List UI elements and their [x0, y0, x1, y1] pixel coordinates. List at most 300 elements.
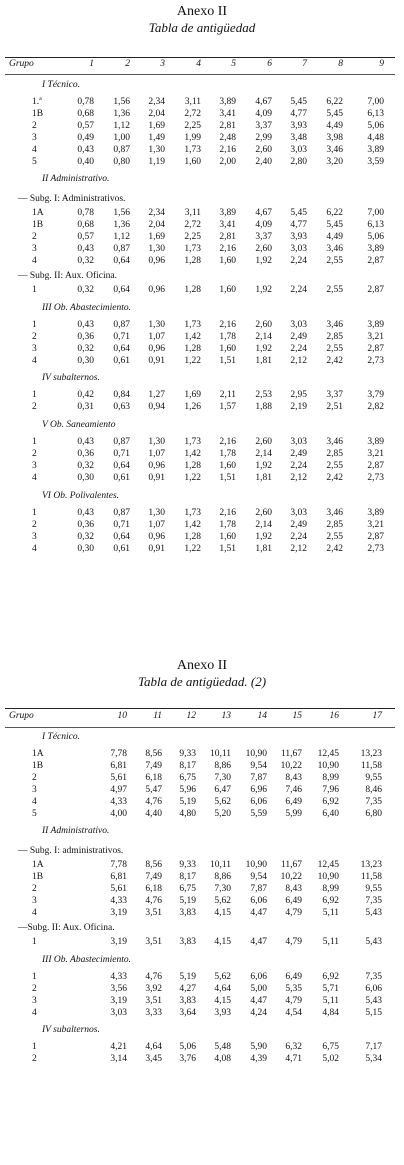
row-value: 5,59	[250, 808, 267, 819]
row-value: 0,32	[77, 343, 94, 354]
row-value: 6,06	[250, 796, 267, 807]
row-value: 7,49	[145, 872, 162, 883]
row-value: 12,45	[317, 860, 339, 871]
row-value: 2,55	[326, 531, 343, 542]
row-value: 1,28	[184, 256, 201, 266]
annex-2	[0, 658, 404, 690]
row-value: 0,63	[113, 402, 130, 413]
row-value: 5,61	[110, 884, 127, 895]
row-value: 11,67	[280, 860, 302, 871]
row-group: 1	[32, 284, 37, 295]
row-value: 8,43	[285, 884, 302, 895]
row-value: 1,60	[219, 531, 236, 542]
row-value: 6,13	[367, 108, 384, 119]
row-value: 4,49	[326, 120, 343, 131]
row-value: 2,80	[290, 156, 307, 167]
section-heading: V Ob. Saneamiento	[42, 420, 116, 431]
row-value: 6,40	[322, 808, 339, 819]
row-group: 3	[32, 531, 37, 542]
row-value: 1,56	[113, 97, 130, 107]
subgroup-heading: — Subg. II: Aux. Oficina.	[18, 270, 117, 281]
row-value: 0,91	[148, 355, 165, 366]
row-value: 5,02	[322, 1054, 339, 1065]
row-value: 0,87	[113, 319, 130, 330]
row-value: 0,71	[113, 519, 130, 530]
annex-1-header-rule	[5, 74, 395, 75]
row-value: 1,51	[219, 472, 236, 483]
row-value: 2,16	[219, 437, 236, 448]
row-value: 2,24	[290, 256, 307, 266]
row-value: 2,48	[219, 132, 236, 143]
row-value: 2,87	[367, 343, 384, 354]
row-value: 4,08	[214, 1054, 231, 1065]
row-value: 6,18	[145, 884, 162, 895]
header-grupo: Grupo	[9, 59, 34, 69]
row-value: 5,45	[290, 97, 307, 107]
row-value: 3,14	[110, 1054, 127, 1065]
row-value: 4,15	[214, 936, 231, 947]
row-group: 4	[32, 256, 37, 266]
row-group: 1	[32, 507, 37, 518]
table-row	[0, 285, 404, 296]
row-value: 2,87	[367, 256, 384, 266]
row-group: 2	[32, 1054, 37, 1065]
row-value: 8,99	[322, 884, 339, 895]
row-value: 2,73	[367, 472, 384, 483]
row-value: 4,47	[250, 995, 267, 1006]
row-value: 5,96	[179, 784, 196, 795]
row-value: 3,89	[367, 437, 384, 448]
row-value: 0,57	[77, 232, 94, 243]
row-value: 0,96	[148, 256, 165, 266]
row-value: 1,57	[219, 402, 236, 413]
row-value: 9,55	[365, 884, 382, 895]
row-value: 0,43	[77, 507, 94, 518]
row-value: 12,45	[317, 749, 339, 759]
row-value: 6,22	[326, 208, 343, 219]
row-value: 3,83	[179, 908, 196, 918]
row-value: 3,33	[145, 1007, 162, 1018]
row-value: 3,46	[326, 437, 343, 448]
row-value: 1,49	[148, 132, 165, 143]
row-value: 2,49	[290, 519, 307, 530]
row-value: 6,80	[365, 808, 382, 819]
row-value: 0,91	[148, 543, 165, 554]
row-value: 0,87	[113, 437, 130, 448]
row-value: 3,03	[290, 244, 307, 255]
row-value: 2,60	[255, 319, 272, 330]
row-group: 1	[32, 319, 37, 330]
row-group: 5	[32, 808, 37, 819]
table-row	[0, 437, 404, 448]
row-value: 9,33	[179, 860, 196, 871]
header-col-1: 1	[89, 59, 94, 69]
table-row	[0, 232, 404, 243]
row-group: 1B	[32, 872, 44, 883]
row-value: 3,59	[367, 156, 384, 167]
row-value: 9,54	[250, 760, 267, 771]
row-value: 1,88	[255, 402, 272, 413]
row-value: 6,75	[179, 772, 196, 783]
row-value: 10,90	[245, 749, 267, 759]
table-row	[0, 972, 404, 983]
row-value: 13,23	[360, 749, 382, 759]
row-value: 2,19	[290, 402, 307, 413]
row-value: 2,42	[326, 355, 343, 366]
row-value: 5,19	[179, 971, 196, 982]
table-row	[0, 1008, 404, 1019]
row-value: 2,72	[184, 220, 201, 231]
row-value: 2,87	[367, 284, 384, 295]
row-value: 6,92	[322, 971, 339, 982]
row-value: 2,25	[184, 232, 201, 243]
row-value: 5,62	[214, 796, 231, 807]
row-value: 3,11	[184, 97, 201, 107]
header-col-6: 6	[267, 59, 272, 69]
row-value: 1,28	[184, 531, 201, 542]
row-value: 11,58	[360, 760, 382, 771]
row-value: 0,68	[77, 220, 94, 231]
row-value: 1,30	[148, 319, 165, 330]
row-group: 1	[32, 437, 37, 448]
row-value: 5,15	[365, 1007, 382, 1018]
row-value: 8,17	[179, 872, 196, 883]
row-value: 3,11	[184, 208, 201, 219]
section-heading: IV subalternos.	[42, 1025, 100, 1036]
row-value: 7,78	[110, 860, 127, 871]
row-value: 2,53	[255, 390, 272, 401]
row-value: 2,24	[290, 531, 307, 542]
row-value: 6,96	[250, 784, 267, 795]
row-value: 2,87	[367, 531, 384, 542]
header-col-4: 4	[196, 59, 201, 69]
row-value: 4,71	[285, 1054, 302, 1065]
row-value: 5,06	[367, 232, 384, 243]
row-value: 1,78	[219, 449, 236, 460]
row-value: 4,09	[255, 220, 272, 231]
table-row	[0, 449, 404, 460]
row-value: 1,73	[184, 244, 201, 255]
row-value: 6,06	[250, 971, 267, 982]
row-value: 1,81	[255, 472, 272, 483]
row-group: 3	[32, 343, 37, 354]
row-value: 6,81	[110, 760, 127, 771]
table-row	[0, 544, 404, 555]
row-value: 0,32	[77, 256, 94, 266]
row-value: 1,56	[113, 208, 130, 219]
row-value: 8,46	[365, 784, 382, 795]
section-heading: II Administrativo.	[42, 174, 110, 185]
row-value: 8,56	[145, 749, 162, 759]
row-value: 3,21	[367, 449, 384, 460]
row-value: 2,85	[326, 331, 343, 342]
row-value: 0,57	[77, 120, 94, 131]
row-value: 5,45	[326, 108, 343, 119]
row-value: 0,43	[77, 437, 94, 448]
row-value: 0,32	[77, 461, 94, 471]
row-group: 1.ª	[32, 97, 42, 107]
row-value: 0,96	[148, 343, 165, 354]
row-value: 3,20	[326, 156, 343, 167]
row-group: 1B	[32, 760, 44, 771]
row-value: 0,96	[148, 284, 165, 295]
table-row	[0, 220, 404, 231]
row-group: 2	[32, 884, 37, 895]
row-value: 3,37	[326, 390, 343, 401]
row-value: 3,21	[367, 331, 384, 342]
row-value: 0,87	[113, 507, 130, 518]
row-value: 0,87	[113, 244, 130, 255]
section-heading: III Ob. Abastecimiento.	[42, 302, 131, 313]
section-heading: I Técnico.	[42, 80, 80, 90]
row-value: 3,79	[367, 390, 384, 401]
row-value: 10,90	[245, 860, 267, 871]
row-group: 5	[32, 156, 37, 167]
table-row	[0, 809, 404, 820]
header-col-7: 7	[302, 59, 307, 69]
row-value: 10,11	[209, 860, 231, 871]
table-row	[0, 1042, 404, 1053]
row-value: 1,28	[184, 461, 201, 471]
row-group: 2	[32, 772, 37, 783]
row-value: 9,55	[365, 772, 382, 783]
row-value: 4,47	[250, 936, 267, 947]
row-value: 5,71	[322, 983, 339, 994]
row-group: 2	[32, 120, 37, 131]
row-value: 1,78	[219, 519, 236, 530]
table-row	[0, 872, 404, 883]
row-group: 1	[32, 936, 37, 947]
row-value: 5,45	[290, 208, 307, 219]
row-value: 2,55	[326, 256, 343, 266]
row-value: 2,55	[326, 343, 343, 354]
row-value: 1,81	[255, 543, 272, 554]
row-value: 2,99	[255, 132, 272, 143]
header-col-3: 3	[160, 59, 165, 69]
table-row	[0, 749, 404, 760]
row-value: 11,58	[360, 872, 382, 883]
row-value: 2,12	[290, 543, 307, 554]
table-row	[0, 461, 404, 472]
row-value: 3,92	[145, 983, 162, 994]
row-group: 3	[32, 784, 37, 795]
row-value: 8,17	[179, 760, 196, 771]
row-value: 11,67	[280, 749, 302, 759]
annex-2-title: Anexo II	[176, 658, 228, 673]
annex-1	[0, 4, 404, 36]
row-value: 2,11	[219, 390, 236, 401]
row-value: 7,78	[110, 749, 127, 759]
row-value: 2,85	[326, 449, 343, 460]
row-value: 4,09	[255, 108, 272, 119]
section-heading: II Administrativo.	[42, 826, 110, 837]
row-value: 0,61	[113, 355, 130, 366]
row-value: 2,42	[326, 472, 343, 483]
row-value: 3,37	[255, 120, 272, 131]
row-group: 3	[32, 461, 37, 471]
row-value: 2,60	[255, 437, 272, 448]
row-value: 8,86	[214, 872, 231, 883]
row-value: 0,84	[113, 390, 130, 401]
row-value: 6,49	[285, 796, 302, 807]
row-value: 1,92	[255, 343, 272, 354]
row-group: 1A	[32, 208, 44, 219]
row-value: 1,73	[184, 144, 201, 155]
row-value: 6,75	[322, 1042, 339, 1053]
section-heading: IV subalternos.	[42, 373, 100, 384]
row-value: 2,95	[290, 390, 307, 401]
row-value: 1,92	[255, 531, 272, 542]
row-value: 3,21	[367, 519, 384, 530]
table-row	[0, 761, 404, 772]
annex-2-header-rule	[5, 727, 395, 728]
row-value: 4,49	[326, 232, 343, 243]
row-value: 4,67	[255, 97, 272, 107]
row-value: 3,19	[110, 908, 127, 918]
table-row	[0, 860, 404, 871]
row-value: 0,43	[77, 319, 94, 330]
row-value: 3,46	[326, 507, 343, 518]
row-value: 0,64	[113, 461, 130, 471]
row-value: 2,16	[219, 144, 236, 155]
row-value: 9,33	[179, 749, 196, 759]
row-value: 1,27	[148, 390, 165, 401]
subgroup-heading: — Subg. I: Administrativos.	[18, 194, 126, 205]
table-row	[0, 402, 404, 413]
row-value: 6,06	[365, 983, 382, 994]
row-value: 5,19	[179, 796, 196, 807]
table-row	[0, 256, 404, 267]
header-col-10: 10	[117, 711, 127, 721]
row-value: 2,16	[219, 244, 236, 255]
row-value: 7,17	[365, 1042, 382, 1053]
row-value: 2,49	[290, 449, 307, 460]
table-row	[0, 937, 404, 948]
header-col-17: 17	[372, 711, 382, 721]
row-value: 1,73	[184, 437, 201, 448]
row-value: 4,33	[110, 971, 127, 982]
row-value: 1,92	[255, 256, 272, 266]
table-row	[0, 520, 404, 531]
row-value: 3,51	[145, 908, 162, 918]
table-row	[0, 332, 404, 343]
row-value: 1,30	[148, 437, 165, 448]
row-value: 4,27	[179, 983, 196, 994]
row-value: 5,90	[250, 1042, 267, 1053]
row-value: 2,55	[326, 461, 343, 471]
annex-2-header-row	[0, 711, 404, 724]
row-group: 2	[32, 402, 37, 413]
row-value: 2,81	[219, 120, 236, 131]
row-value: 3,83	[179, 936, 196, 947]
row-value: 0,30	[77, 543, 94, 554]
row-value: 2,24	[290, 461, 307, 471]
row-value: 0,78	[77, 97, 94, 107]
row-value: 2,00	[219, 156, 236, 167]
header-col-9: 9	[379, 59, 384, 69]
row-value: 2,16	[219, 319, 236, 330]
row-value: 3,46	[326, 244, 343, 255]
row-value: 7,35	[365, 971, 382, 982]
row-value: 3,03	[110, 1007, 127, 1018]
row-value: 1,73	[184, 319, 201, 330]
row-group: 2	[32, 449, 37, 460]
row-value: 1,60	[219, 284, 236, 295]
row-value: 0,43	[77, 244, 94, 255]
row-group: 4	[32, 543, 37, 554]
row-value: 1,36	[113, 220, 130, 231]
row-value: 6,92	[322, 896, 339, 907]
row-value: 4,67	[255, 208, 272, 219]
row-value: 6,49	[285, 971, 302, 982]
row-value: 4,47	[250, 908, 267, 918]
table-row	[0, 1054, 404, 1065]
row-value: 7,30	[214, 772, 231, 783]
row-value: 3,51	[145, 995, 162, 1006]
row-value: 7,00	[367, 208, 384, 219]
row-value: 0,61	[113, 543, 130, 554]
annex-1-subtitle: Tabla de antigüedad	[148, 20, 256, 35]
row-value: 4,39	[250, 1054, 267, 1065]
row-value: 2,87	[367, 461, 384, 471]
row-value: 3,89	[367, 507, 384, 518]
row-value: 4,84	[322, 1007, 339, 1018]
row-value: 1,30	[148, 144, 165, 155]
row-group: 2	[32, 519, 37, 530]
row-value: 0,40	[77, 156, 94, 167]
annex-2-top-rule	[5, 708, 395, 709]
row-value: 1,60	[219, 343, 236, 354]
row-value: 3,19	[110, 995, 127, 1006]
row-value: 2,25	[184, 120, 201, 131]
row-group: 3	[32, 244, 37, 255]
row-value: 6,22	[326, 97, 343, 107]
row-value: 4,80	[179, 808, 196, 819]
row-value: 2,60	[255, 244, 272, 255]
row-group: 1B	[32, 108, 44, 119]
header-col-12: 12	[186, 711, 196, 721]
row-value: 7,00	[367, 97, 384, 107]
row-value: 2,55	[326, 284, 343, 295]
table-row	[0, 508, 404, 519]
row-value: 3,46	[326, 144, 343, 155]
row-value: 8,99	[322, 772, 339, 783]
row-value: 8,43	[285, 772, 302, 783]
row-value: 5,34	[365, 1054, 382, 1065]
row-value: 1,00	[113, 132, 130, 143]
row-value: 5,19	[179, 896, 196, 907]
row-value: 9,54	[250, 872, 267, 883]
table-row	[0, 109, 404, 120]
table-row	[0, 390, 404, 401]
row-value: 1,51	[219, 543, 236, 554]
row-value: 1,69	[148, 232, 165, 243]
row-value: 6,06	[250, 896, 267, 907]
row-value: 0,49	[77, 132, 94, 143]
row-value: 0,71	[113, 331, 130, 342]
row-value: 1,26	[184, 402, 201, 413]
row-value: 0,94	[148, 402, 165, 413]
row-value: 5,11	[322, 995, 339, 1006]
row-value: 3,45	[145, 1054, 162, 1065]
row-value: 4,76	[145, 896, 162, 907]
row-group: 1A	[32, 860, 44, 871]
row-value: 1,99	[184, 132, 201, 143]
row-value: 0,91	[148, 472, 165, 483]
row-value: 3,03	[290, 507, 307, 518]
row-value: 7,30	[214, 884, 231, 895]
row-group: 2	[32, 983, 37, 994]
